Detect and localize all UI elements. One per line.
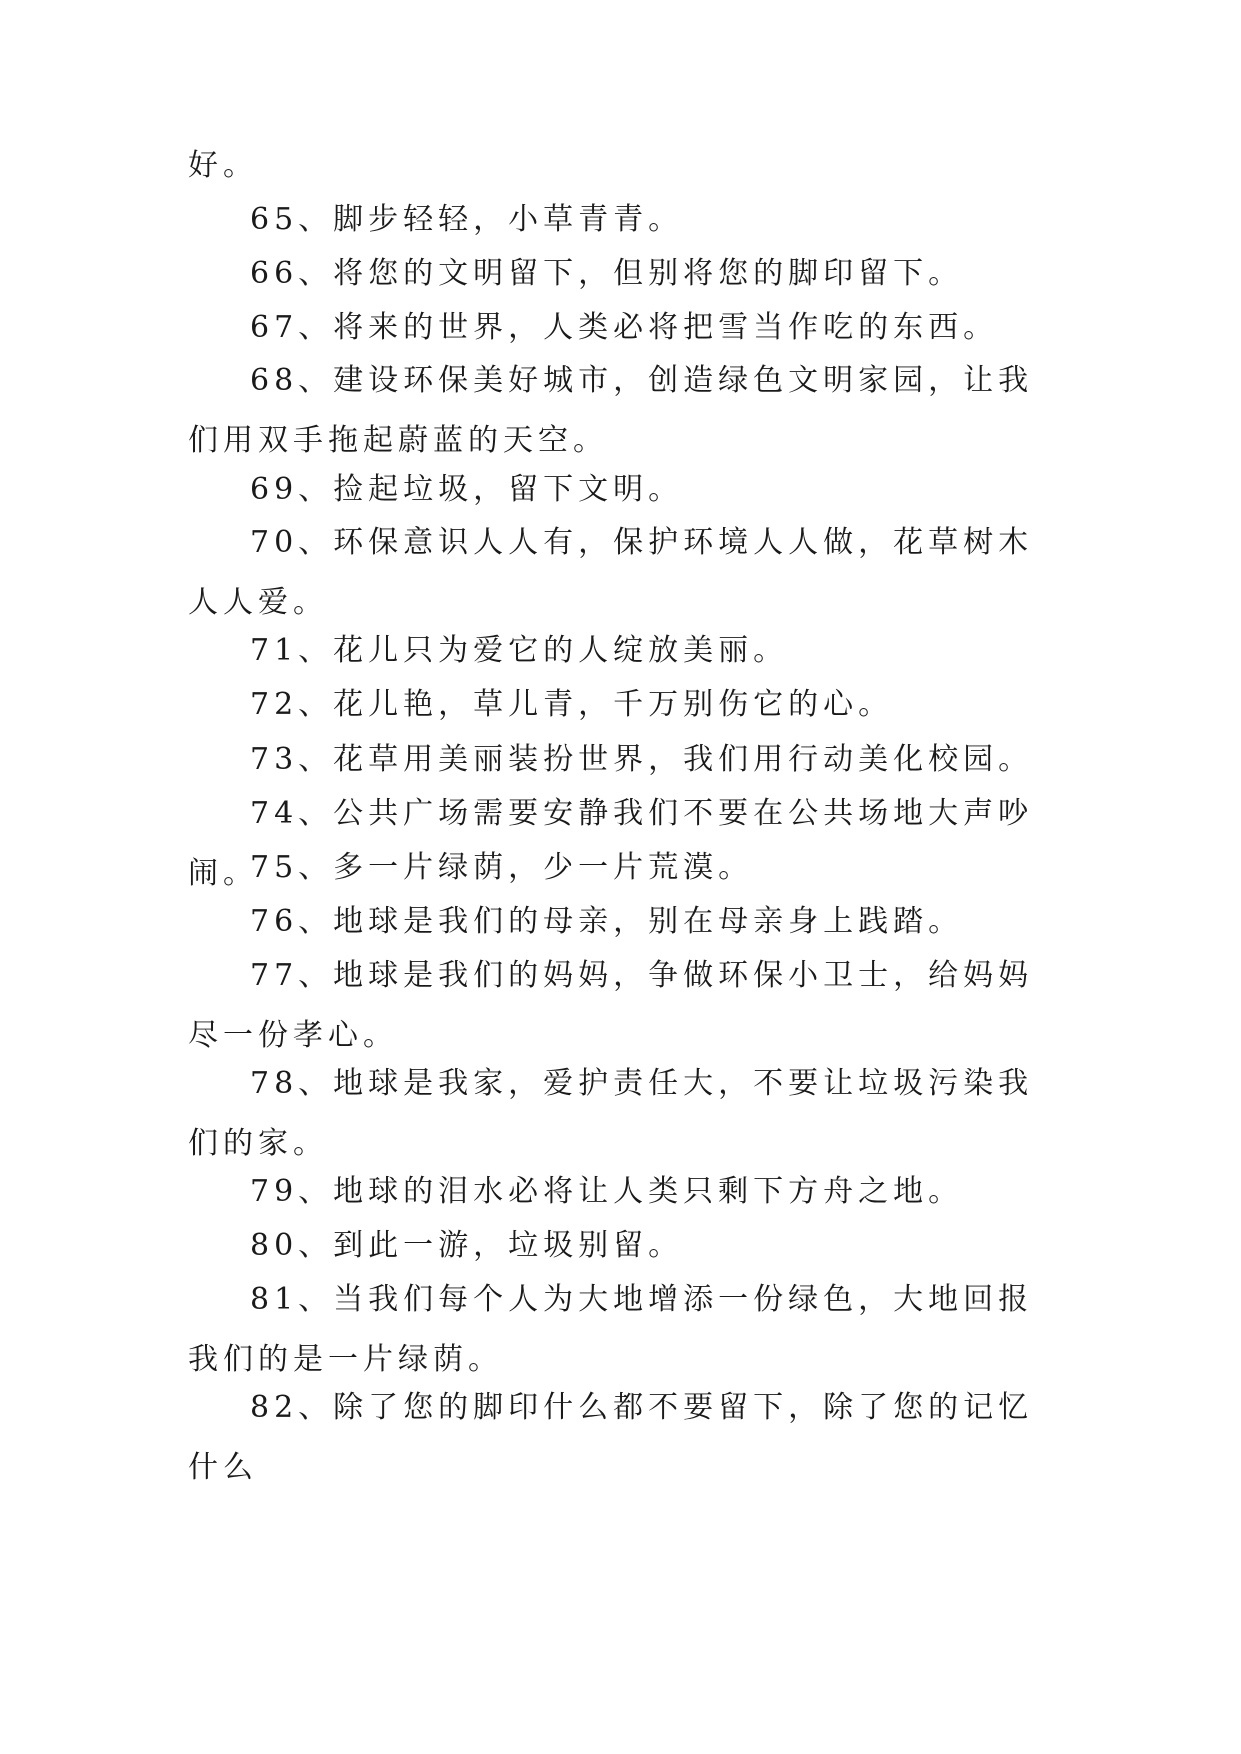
slogan-68: 68、建设环保美好城市，创造绿色文明家园，让我们用双手拖起蔚蓝的天空。 [188,363,1034,458]
slogan-73: 73、花草用美丽装扮世界，我们用行动美化校园。 [250,742,1034,777]
slogan-70: 70、环保意识人人有，保护环境人人做，花草树木人人爱。 [188,525,1034,620]
slogan-76: 76、地球是我们的母亲，别在母亲身上践踏。 [250,904,964,939]
slogan-80: 80、到此一游，垃圾别留。 [250,1228,684,1263]
slogan-78: 78、地球是我家，爱护责任大，不要让垃圾污染我们的家。 [188,1066,1034,1161]
slogan-79: 79、地球的泪水必将让人类只剩下方舟之地。 [250,1174,964,1209]
paragraph-continuation: 好。 [188,148,258,183]
slogan-82: 82、除了您的脚印什么都不要留下，除了您的记忆什么 [188,1390,1034,1485]
slogan-69: 69、捡起垃圾，留下文明。 [250,472,684,507]
slogan-75: 75、多一片绿荫，少一片荒漠。 [250,850,754,885]
slogan-71: 71、花儿只为爱它的人绽放美丽。 [250,633,789,668]
slogan-66: 66、将您的文明留下，但别将您的脚印留下。 [250,256,964,291]
slogan-65: 65、脚步轻轻，小草青青。 [250,202,684,237]
slogan-67: 67、将来的世界，人类必将把雪当作吃的东西。 [250,310,999,345]
slogan-81: 81、当我们每个人为大地增添一份绿色，大地回报我们的是一片绿荫。 [188,1282,1034,1377]
slogan-77: 77、地球是我们的妈妈，争做环保小卫士，给妈妈尽一份孝心。 [188,958,1034,1053]
slogan-72: 72、花儿艳，草儿青，千万别伤它的心。 [250,687,894,722]
slogan-74: 74、公共广场需要安静我们不要在公共场地大声吵闹。 [188,796,1034,891]
